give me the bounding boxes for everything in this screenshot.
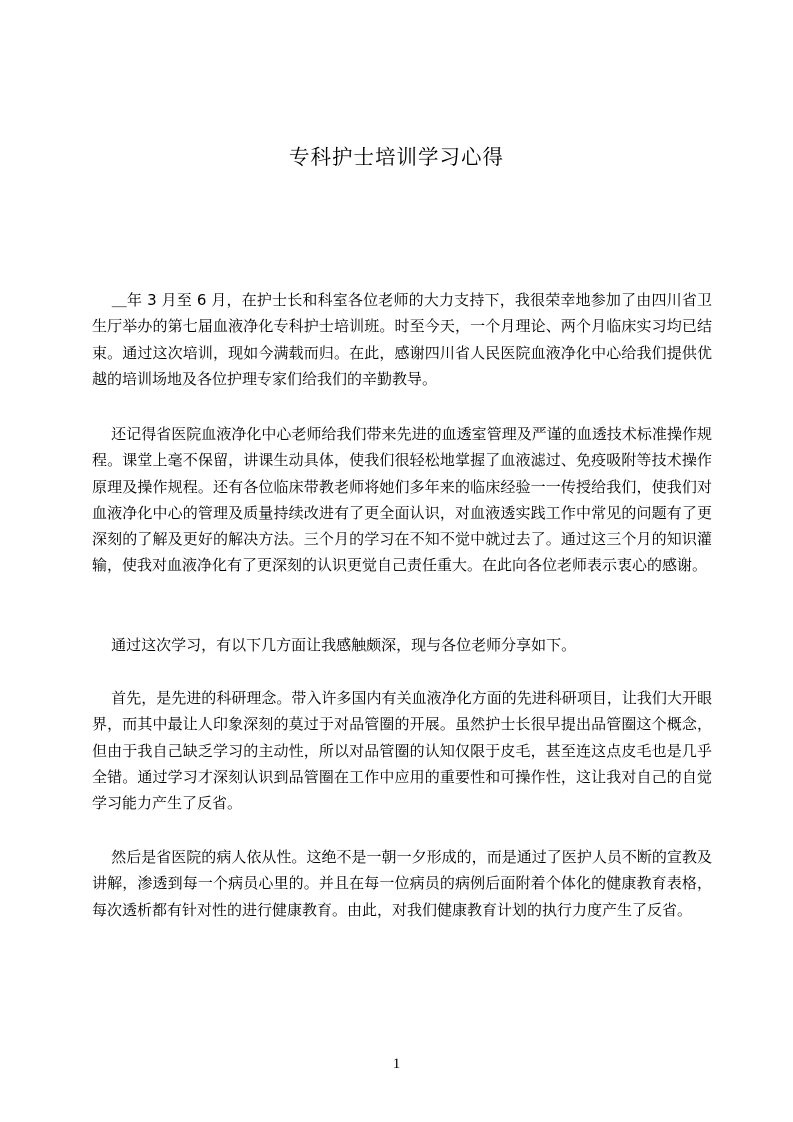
paragraph-intro: ＿年 3 月至 6 月，在护士长和科室各位老师的大力支持下，我很荣幸地参加了由四川省卫生厅举办的第七届血液净化专科护士培训班。时至今天，一个月理论、两个月临床实习均已结束。通过这次培训，现如今满载而归。在此，感谢四川省人民医院血液净化中心给我们提供优越的培训场地及各位护理专家们给我们的辛勤教导。 [92,291,712,388]
paragraph-patient-compliance: 然后是省医院的病人依从性。这绝不是一朝一夕形成的，而是通过了医护人员不断的宣教及讲解，渗透到每一个病员心里的。并且在每一位病员的病例后面附着个体化的健康教育表格，每次透析都有针对性的进行健康教育。由此，对我们健康教育计划的执行力度产生了反省。 [92,848,712,919]
paragraph-training-content: 还记得省医院血液净化中心老师给我们带来先进的血透室管理及严谨的血透技术标准操作规程。课堂上毫不保留，讲课生动具体，使我们很轻松地掌握了血液滤过、免疫吸附等技术操作原理及操作规程。还有各位临床带教老师将她们多年来的临床经验一一传授给我们，使我们对血液净化中心的管理及质量持续改进有了更全面认识，对血液透实践工作中常见的问题有了更深刻的了解及更好的解决方法。三个月的学习在不知不觉中就过去了。通过这三个月的知识灌输，使我对血液净化有了更深刻的认识更觉自己责任重大。在此向各位老师表示衷心的感谢。 [92,425,712,575]
document-title: 专科护士培训学习心得 [289,145,504,169]
page-number: 1 [392,1056,401,1072]
paragraph-reflection-intro: 通过这次学习，有以下几方面让我感触颇深，现与各位老师分享如下。 [92,636,577,654]
paragraph-research-concept: 首先，是先进的科研理念。带入许多国内有关血液净化方面的先进科研项目，让我们大开眼界，而其中最让人印象深刻的莫过于对品管圈的开展。虽然护士长很早提出品管圈这个概念，但由于我自己缺乏学习的主动性，所以对品管圈的认知仅限于皮毛，甚至连这点皮毛也是几乎全错。通过学习才深刻认识到品管圈在工作中应用的重要性和可操作性，这让我对自己的自觉学习能力产生了反省。 [92,689,712,813]
